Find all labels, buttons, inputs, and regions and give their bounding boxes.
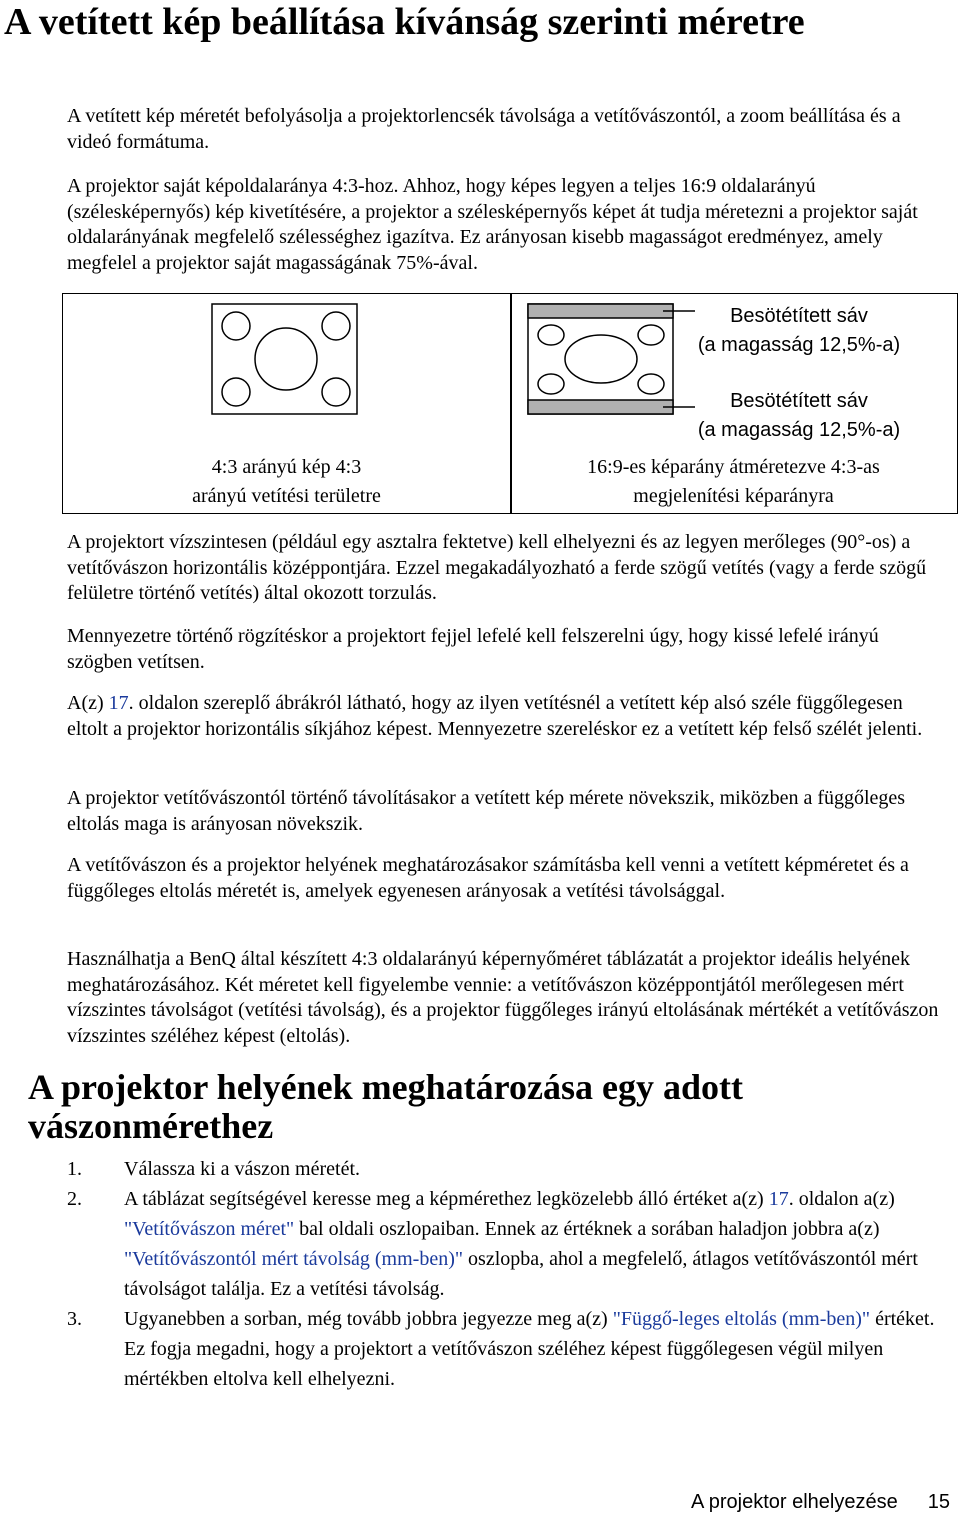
right-circle-bottom-left — [538, 374, 564, 394]
aspect-ratio-figure — [62, 293, 958, 514]
table-usage-paragraph: Használhatja a BenQ által készített 4:3 oldalarányú képernyőméret táblázatát a projektor ideális helyének meghatározásához. Két méretet kell figyelembe vennie: a vetítővászon középpontjától merőlegesen mért vízszintes távolságot (vetítési távolság), és a projektor függőleges irányú eltolásának mértékét a vetítővászon vízszintes széléhez képest (eltolás). — [67, 948, 939, 1047]
offset-text-pre: A(z) — [67, 692, 109, 714]
aspect-ratio-paragraph: A projektor saját képoldalaránya 4:3-hoz. Ahhoz, hogy képes legyen a teljes 16:9 oldalarányú (szélesképernyős) kép kivetítésére, a projektor a szélesképernyős képet át tudja méretezni a projektor saját oldalarányának megfelelő szélességhez igazítva. Ez arányosan kisebb magasságot eredményez, amely megfelel a projektor saját magasságának 75%-ával. — [67, 175, 918, 274]
distance-paragraph: A projektor vetítővászontól történő távolításakor a vetített kép mérete növekszik, miközben a függőleges eltolás maga is arányosan növekszik. — [67, 787, 906, 835]
footer-section-title: A projektor elhelyezése — [690, 1491, 898, 1513]
calculation-paragraph: A vetítővászon és a projektor helyének meghatározásakor számításba kell venni a vetített képméretet és a függőleges eltolás méretét is, amelyek egyenesen arányosak a vetítési távolsággal. — [67, 854, 909, 902]
step-text: bal oldali oszlopaiban. Ennek az értéknek a sorában haladjon jobbra a(z) — [294, 1218, 880, 1240]
left-caption-line2: arányú vetítési területre — [192, 485, 381, 507]
vertical-offset-column-link[interactable]: "Függő-leges eltolás (mm-ben)" — [612, 1308, 871, 1330]
intro-paragraph: A vetített kép méretét befolyásolja a projektorlencsék távolsága a vetítővászontól, a zoom beállítása és a videó formátuma. — [67, 105, 901, 153]
right-circle-bottom-right — [638, 374, 664, 394]
step-number: 2. — [67, 1188, 82, 1210]
step-text: A táblázat segítségével keresse meg a képmérethez legközelebb álló értéket a(z) — [124, 1188, 769, 1210]
page-footer — [691, 1488, 950, 1516]
right-caption-line1: 16:9-es képarány átméretezve 4:3-as — [587, 456, 880, 478]
right-circle-center — [565, 335, 637, 383]
screen-size-column-link[interactable]: "Vetítővászon méret" — [124, 1218, 295, 1240]
offset-text-post: . oldalon szereplő ábrákról látható, hogy az ilyen vetítésnél a vetített kép alsó széle függőlegesen eltolt a projektor horizontális síkjához képest. Mennyezetre szereléskor ez a vetített kép felső szélét jelenti. — [67, 692, 923, 740]
page-17-link[interactable]: 17 — [768, 1188, 789, 1210]
step-number: 1. — [67, 1158, 82, 1180]
step-text: értéket. Ez fogja megadni, hogy a projektort a vetítővászon széléhez képest függőlegesen végül milyen mértékben eltolva kell elhelyezni. — [124, 1308, 935, 1390]
placement-paragraph: A projektort vízszintesen (például egy asztalra fektetve) kell elhelyezni és az legyen merőleges (90°-os) a vetítővászon horizontális középpontjára. Ezzel megakadályozható a ferde szögű vetítés (vagy a ferde szögű felületre történő vetítés) által okozott torzulás. — [67, 531, 927, 604]
right-circle-top-right — [638, 325, 664, 345]
left-circle-bottom-left — [222, 378, 250, 406]
band-bottom-label-line2: (a magasság 12,5%-a) — [697, 419, 901, 441]
step-text: Válassza ki a vászon méretét. — [124, 1158, 361, 1180]
left-circle-top-left — [222, 312, 250, 340]
band-top-label — [669, 302, 929, 360]
right-figure-caption — [512, 453, 955, 511]
ceiling-mount-paragraph: Mennyezetre történő rögzítéskor a projektort fejjel lefelé kell felszerelni úgy, hogy kissé lefelé irányú szögben vetítsen. — [67, 625, 879, 673]
step-text: . oldalon a(z) — [788, 1188, 895, 1210]
offset-paragraph — [67, 691, 947, 742]
right-caption-line2: megjelenítési képarányra — [633, 485, 834, 507]
dark-band-bottom — [528, 400, 673, 414]
screen-distance-column-link[interactable]: "Vetítővászontól mért távolság (mm-ben)" — [124, 1248, 464, 1270]
step-number: 3. — [67, 1308, 82, 1330]
page-17-link[interactable]: 17 — [108, 692, 129, 714]
left-caption-line1: 4:3 arányú kép 4:3 — [211, 456, 362, 478]
band-bottom-label — [669, 387, 929, 445]
page-number: 15 — [927, 1491, 950, 1513]
right-circle-top-left — [538, 325, 564, 345]
left-4-3-screen — [212, 304, 357, 414]
step-text: oszlopba, ahol a megfelelő, átlagos vetítővászontól mért távolságot találja. Ez a vetítési távolság. — [124, 1248, 918, 1300]
step-item — [67, 1154, 937, 1184]
steps-list — [67, 1154, 937, 1394]
left-circle-center — [255, 328, 317, 390]
left-figure-caption — [63, 453, 510, 511]
band-top-label-line1: Besötétített sáv — [730, 305, 868, 327]
left-circle-bottom-right — [322, 378, 350, 406]
page-title: A vetített kép beállítása kívánság szerinti méretre — [4, 1, 805, 43]
section-heading: A projektor helyének meghatározása egy adott vászonmérethez — [28, 1067, 743, 1146]
band-bottom-label-line1: Besötétített sáv — [730, 390, 868, 412]
step-text: Ugyanebben a sorban, még tovább jobbra jegyezze meg a(z) — [124, 1308, 613, 1330]
band-top-label-line2: (a magasság 12,5%-a) — [697, 334, 901, 356]
step-item — [67, 1304, 937, 1394]
left-circle-top-right — [322, 312, 350, 340]
step-item — [67, 1184, 937, 1304]
dark-band-top — [528, 304, 673, 318]
